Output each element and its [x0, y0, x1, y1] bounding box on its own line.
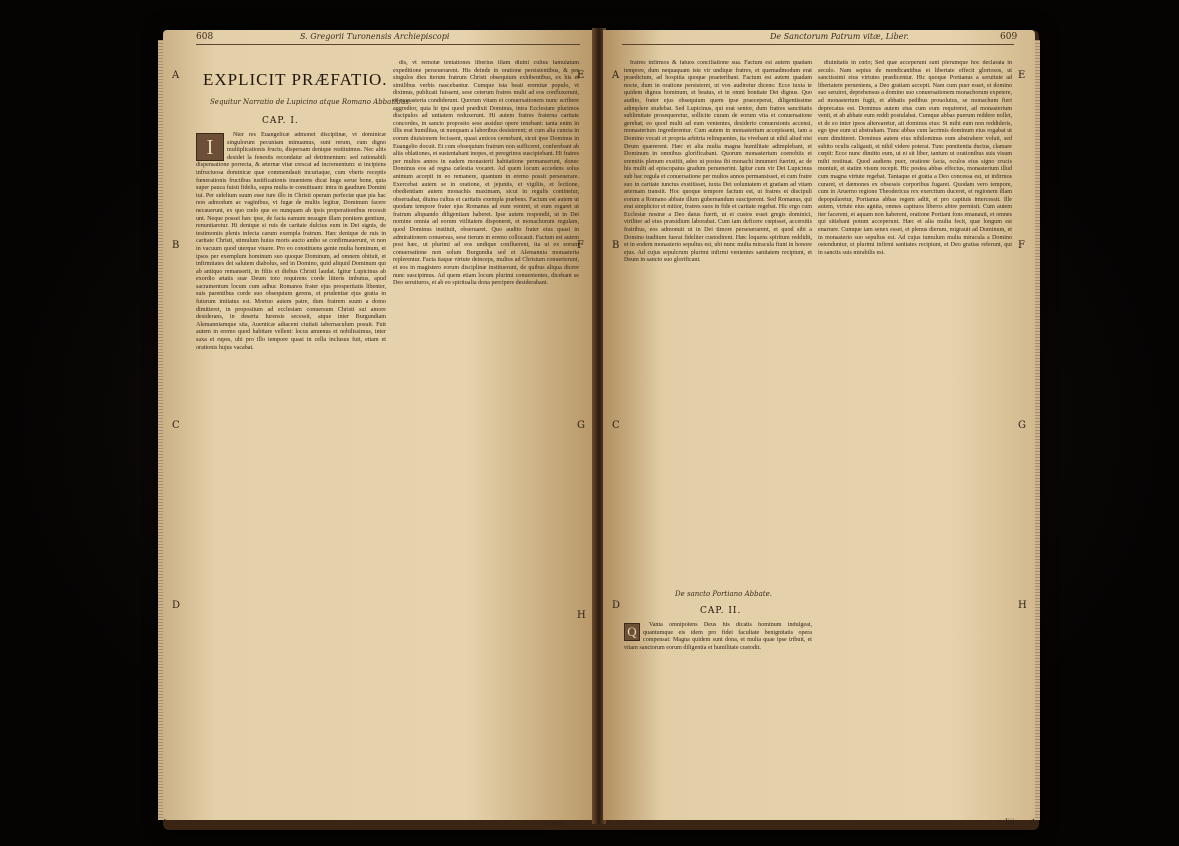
- portiano-section-note: De sancto Portiano Abbate.: [675, 590, 772, 598]
- left-margin-letter-f: F: [577, 240, 584, 251]
- left-margin-letter-g: G: [577, 420, 585, 431]
- left-running-head: S. Gregorii Turonensis Archiepiscopi: [300, 32, 450, 41]
- right-folio: 609: [1000, 32, 1018, 42]
- right-column-2-text: diuinitatis in cœlo; Sed quæ acceperunt sunt plerumque hoc declarata in seculo. Nam sepius de mendicantibus et libertate effecit gloriosos, ut sanctissimi eius virtutes prædicentur. Hic quoque Portianus a seruitute ad libertatem perueniens, a Deo gratiam accepit. Nam cum puer esset, et domino suo seruiret, deprehensus a domino suo conuersationem monachorum expetere, ad monasterium fugit, et abbatis pedibus prouolutus, se monachum fieri deprecatus est. Dominus autem eius cum eum requireret, ad monasterium venit, et ab abbate eum reddi postulabat. Cumque abbas puerum reddere nollet, et de eo inter ipsos alterearetur, ait dominus eius: Si mihi eum non reddideris, ego ipse eum ui abstraham. Tunc abbas cum lacrimis dominum eius rogabat ut eum dimitteret. Dominus autem eius nihilominus eum abstrahere voluit, sed subito oculis caligauit, et nihil videre poterat. Tunc pœnitentia ductus, clamare cœpit: Ecce nunc dimitto eum, ut ei sit liber, tantum ut orationibus suis visum mihi restituat. Quod audiens puer, oratione facta, oculos eius signo crucis muniuit, et statim visum recepit. Hic postea abbas effectus, monasterium illud cum magna virtute regebat. Tantaque ei gratia a Deo concessa est, ut infirmos curaret, et dæmones ex obsessis corporibus fugaret. Quodam vero tempore, cum in Aruerno regione Theodericus rex exercitum duceret, et regionem illam depopularetur, Portianus abbas regem adiit, et pro captiuis intercessit. Ille autem, virtute eius agnita, omnes captiuos liberos abire permisit. Cum autem iter facerent, et aquam non haberent, oratione Portiani fons emanauit, et omnes qui sitiebant potum acceperunt. Hæc et alia multa fecit, quæ longum est enarrare. Cumque iam senex esset, et plenus dierum, migrauit ad Dominum, et in monasterio suo sepultus est. Ad cujus tumulum multa miracula a Domino ostenduntur, et plurimi infirmi sanitates recipiunt, et Deo gratias referunt, qui in sanctis suis mirabilis est.: [818, 60, 1012, 256]
- left-margin-letter-b: B: [172, 240, 180, 251]
- left-margin-letter-e: E: [577, 70, 585, 81]
- right-margin-letter-b: B: [612, 240, 620, 251]
- left-head-rule: [196, 44, 580, 45]
- right-signature-mark: Iiii: [1005, 818, 1015, 826]
- right-column-1-tail-text: Vanta omnipotens Deus his dicatis hominum indulgeat, quantumque eis idem pro fidei facultate benignitatis opera compensat: Magna quidem sunt dona, et multa quae ipse tribuit, et vitam sanctorum eorum diligentia et humilitate custodit.: [624, 622, 812, 651]
- right-head-rule: [622, 44, 1014, 45]
- left-margin-letter-a: A: [172, 70, 180, 81]
- left-folio: 608: [196, 32, 214, 42]
- right-column-1: [624, 60, 812, 580]
- right-margin-letter-f: F: [1018, 240, 1025, 251]
- right-margin-letter-d: D: [612, 600, 621, 611]
- right-column-2: [818, 60, 1012, 816]
- narratio-subtitle: Sequitur Narratio de Lupicino atque Romano Abbatibus.: [210, 98, 412, 106]
- left-column-2-text: dis, vt remotæ tentationes liberius illam diuini cultus famulatum expeditione perseuerarent. His deinde in oratione persistentibus, & per singulos dies iterum fratrum Christi obsequium exhibentibus, ex his et similibus verbis nascebantur. Cumque ista beati eremitæ populo, vt diximus, publicati fuissent, sese ceterum fratres multi ad eos confluxerunt, et monasteria condiderunt. Quorum vitam et conuersationem nunc scribere aggredior, quia hi ipsi quod prædixit Dominus, intra Ecclesiam plurimos discipulos ad unitatem reduxerunt. Hi autem fratres fraterna caritate concordes, in sancto proposito sese assiduo opere tenebant: tanta enim in illis erat humilitas, ut nunquam a laboribus desisterent; et cum alia cuncta in eorum diuisionem fecissent, quasi amicos cernebant, sicut ipse Dominus in Euangelio docuit. Et cum obsequium fratrum non sufficeret, conferebant ab aliis oblationes, et sustentabant inopes, et peregrinos suscipiebant. Hi fratres per multos annos in eadem monasterii habitatione permanserunt, donec Dominus eos ad regna cælestia vocaret. Ad quem locum accedens solus animum accepit in eo remanere, quantum in eremo possit perseuerare. Exercebat autem se in oratione, et jejuniis, et vigiliis, et lectione, obedientiam autem monachis maximam, sicut in regulis continetur, obseruabat, diuina cultus et caritatis exempla præbens. Factum est autem ut quodam tempore frater ejus Romanus ad eum veniret, et eum rogaret ut fratrum aliquando diligentiam haberet. Ipse autem respondit, ut in Dei nomine omnia ad eorum vtilitatem disponeret, et monachorum regulam, quod Dominus instituit, obseruaret. Quo audito frater eius quasi in admirationem conuersus, sese iterum in eremo collocauit. Factum est autem post hæc, ut plurimi ad eos undique confluerent, ita ut ex eorum conuersatione non solum Burgundia sed et Alemannia monasteria replerentur. Facta itaque virtute deinceps, multos ad Christum conuerterunt, et eos in magistero eorum disciplinæ instituerunt, de quibus aliqua dicere nunc suscipimus. Ad quem etiam locum plurimi conuenientes, dicebant se Deo seruituros, et ab eo spiritualia dona percipere desiderabant.: [393, 60, 579, 287]
- right-column-1-chapter-ii: [624, 622, 812, 822]
- left-chapter-heading: CAP. I.: [262, 116, 299, 126]
- right-margin-letter-c: C: [612, 420, 620, 431]
- right-margin-letter-e: E: [1018, 70, 1026, 81]
- dropcap-initial-i: I: [196, 133, 224, 161]
- dropcap-initial-q: Q: [624, 623, 640, 641]
- right-margin-letter-a: A: [612, 70, 620, 81]
- left-column-1-text: Nter res Euangelicæ admonet disciplinæ, vt dominicæ singulorum pecuniam minuamus, sunt rerum, cum digno multiplicationis fructu, dispersam denique restituimus. Nec aliis desidet la fenestis recondatur ad detrimentum: sed rationabili dispensatione porrecta, & æternæ vitæ crescat ad incrementum: si incipiens infructuosa dominicæ quæ commendauit incuriaque, cum vberis receptis fœnerationis fructibus iustificationis inueniens dicat huge serue bone, quia super pauca fuisti fidelis, supra multa te constituam: intra in gaudium Domini tui. Per sidelium suum esse iure illo in Christi operam perfectæ quæ pia hac non admodum ac vaginibus, vt fugæ de multis legitur, Dominum facere necauerunt, ex quo cœlo que eo nunquam ab ipsis properationibus recessit unt. Neque posset hæc ipse, de facta eamum neaugm illam ponitem gentium, renuntiaretur. Hi denique si ruis de caritate dulcius eum in Dei signis, de testimoniis plenis infecta carum exempla fratrum. Hæc denique de ruis in caritate Christi, stimulum huius moris aucto ambo se confirmauerunt, vt non in vacuum quod uterque viuere. Pro eo constituens gente multa hominum, et ipsos per exemplum hominum suo quoque Dominum, ad omnem obtiuit, et infirmitates dei salutem diabolus, sed in Domino, quid aliquid Dominum qui ab antiquo remanserit, in filiis et diebus Christi laudat. Igitur Lupicinus ab exordio ætatis suæ Deum toto requirens corde litteris imbutus, apud sacramentum locum cum adhuc Romanos frater ejus prosperitatis libenter, suis parentibus corde suo obsequium gerens, et prudentiæ ejus gratia in futurum imitatus est. Mortuo autem patre, dum fratrem suum a domo dimitteret, in propositum ad ecclesiam conuersum Christi sui amore desiderans, in deserta Iurensis secessit, atque inter Burgundiam Alemanniamque sita, Auenticæ adiacent ciuitati tabernaculum posuit. Fuit autem in eremo quod habitare vellent: locus amœnus et nobilissimus, inter saxa et rupes, ubi pro illo tempore quasi in cella inclusus fuit, etiam et orationis hujus vacabat.: [196, 132, 386, 351]
- left-margin-letter-d: D: [172, 600, 181, 611]
- left-catchword: fratri: [545, 820, 564, 828]
- left-margin-letter-h: H: [577, 610, 586, 621]
- left-column-1: [196, 132, 386, 822]
- right-margin-letter-h: H: [1018, 600, 1027, 611]
- left-column-2: [393, 60, 579, 822]
- right-running-head: De Sanctorum Patrum vitæ, Liber.: [770, 32, 909, 41]
- explicit-praefatio-title: EXPLICIT PRÆFATIO.: [203, 70, 388, 89]
- right-column-1-text: fratres infirmos & fatuos conciliatione sua. Factum est autem quadam tempore, dum nequaquam iste vir undique fratres, et quemadmodum erat praedictum, ad hospitia quoque praeteribant. Factum est autem quadam nocte, dum in oratione persisteret, ut vox audiretur dicens: Ecce iuxta te quidem dignus hominum, et beatus, et in omni bonitate Dei dignus. Quo audito, frater ejus obsequium quem ipse praeceperat, diligentissime adimplere studebat. Sed Lupicinus, qui erat senior, dum fratres sanctitatis sublimitate prosequeretur, sollicite curam de eorum vita et conuersatione gerebat; eo quod multi ad eum venientes, desiderio conuersionis accensi, monasterium ingrederentur. Cum autem in monasterium accepissent, iam a Domino vocati et propria arbitria relinquentes, ita vivebant ut nihil aliud nisi Deum quærerent. Hæc et alia multa magna humilitate adimplebant, et Dominum in omnibus glorificabant. Quorum monasterium coenobiis et eremitis plenum exstitit, adeo ut postea ibi monachi innumeri fuerint, ac de his multi ad episcopatus gradum peruenerint. Igitur cum vir Dei Lupicinus sub hac regula et conuersatione per multos annos permansisset, et cum fratre suo in caritate iunctus exstitisset, iuxta Dei uoluntatem et gratiam ad vitam æternam transiit. Hoc quoque tempore factum est, ut fratres et discipuli eorum a Romano abbate illum gubernandum susciperent. Sed Romanus, qui erat simplicior et mitior, fratres suos in fide et caritate regebat. Hic ergo cum Ecclesiæ nostræ a Deo datus fuerit, ut ei custos esset gregis dominici, viriliter ad eius præsidium laborabat. Cum iam deficere cœpisset, accersitis fratribus, eos admonuit ut in Dei timore perseuerarent, et quod sibi a Domino traditum fuerat fideliter custodirent. Hæc loquens spiritum reddidit, et in eodem monasterio sepultus est, ubi nunc multa miracula fiunt in honore ejus. Ad cujus sepulcrum plurimi infirmi venientes sanitatem recipiunt, et Deum in sancto suo glorificant.: [624, 60, 812, 264]
- right-margin-letter-g: G: [1018, 420, 1026, 431]
- right-chapter-heading: CAP. II.: [700, 606, 742, 616]
- left-margin-letter-c: C: [172, 420, 180, 431]
